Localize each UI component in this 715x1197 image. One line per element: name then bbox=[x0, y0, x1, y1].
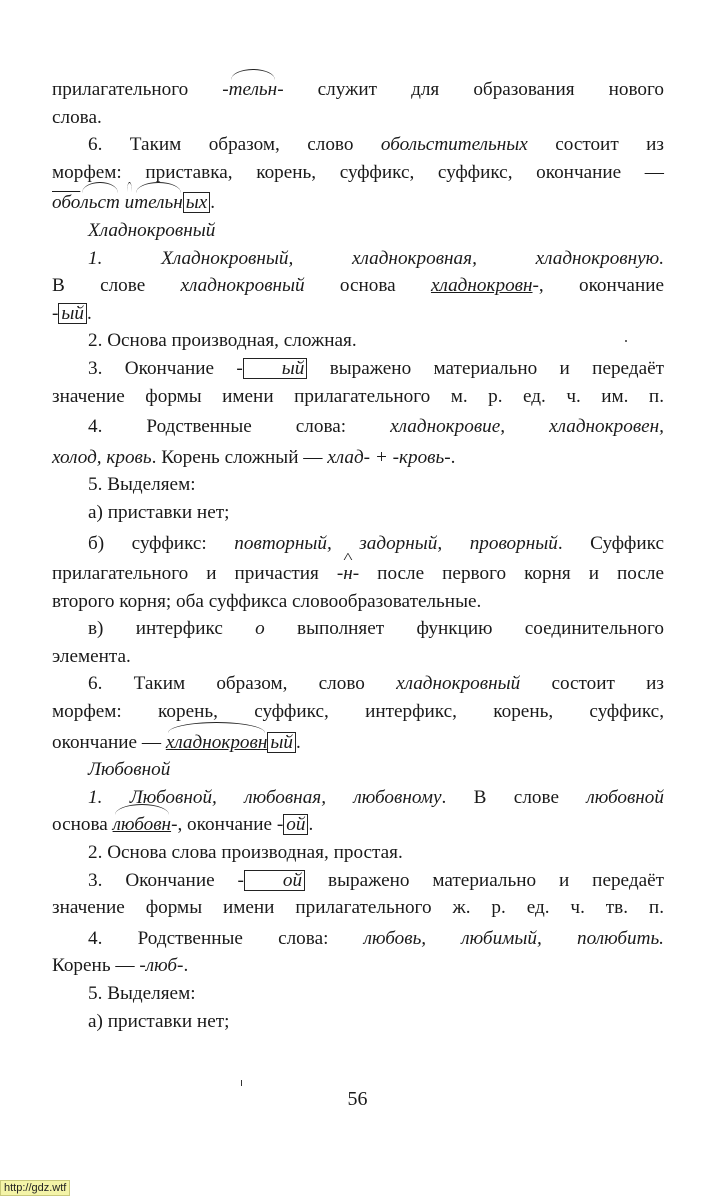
text-line: Корень — -люб-. bbox=[52, 955, 189, 977]
text-line: В слове хладнокровный основа хладнокровн-, окончание bbox=[52, 275, 664, 297]
text-line: морфем: корень, суффикс, интерфикс, корень, суффикс, bbox=[52, 701, 664, 723]
section-heading: Хладнокровный bbox=[88, 219, 216, 241]
text-line: значение формы имени прилагательного ж. р. ед. ч. тв. п. bbox=[52, 897, 664, 919]
text-line: 6. Таким образом, слово хладнокровный состоит из bbox=[88, 673, 664, 695]
text-line: в) интерфикс о выполняет функцию соединительного bbox=[88, 618, 665, 640]
text-line: 3. Окончание - ой выражено материально и передаёт bbox=[88, 869, 664, 891]
text-line: слова. bbox=[52, 106, 102, 128]
text-line: прилагательного -тельн- служит для образования нового bbox=[52, 76, 664, 104]
text-line: 4. Родственные слова: любовь, любимый, полюбить. bbox=[88, 927, 664, 949]
text-line: а) приставки нет; bbox=[88, 501, 230, 523]
section-heading: Любовной bbox=[88, 759, 171, 781]
text-line: - ый . bbox=[52, 302, 92, 324]
text-line: 5. Выделяем: bbox=[88, 983, 196, 1004]
text-line: второго корня; оба суффикса словообразовательные. bbox=[52, 590, 482, 612]
text-line: элемента. bbox=[52, 645, 131, 667]
text-line: прилагательного и причастия -^ н- после первого корня и после bbox=[52, 560, 664, 588]
text-line: 2. Основа производная, сложная. bbox=[88, 330, 357, 352]
text-line: 5. Выделяем: bbox=[88, 474, 196, 496]
text-line: основа любовн-, окончание - ой . bbox=[52, 811, 664, 839]
text-line: 1. Любовной, любовная, любовному. В слове любовной bbox=[88, 786, 664, 808]
text-line: значение формы имени прилагательного м. р. ед. ч. им. п. bbox=[52, 385, 664, 407]
morpheme-parse: обольст ительн ых . bbox=[52, 189, 664, 217]
text-line: 3. Окончание - ый выражено материально и передаёт bbox=[88, 357, 664, 379]
page-number: 56 bbox=[347, 1088, 368, 1110]
scan-mark bbox=[241, 1080, 242, 1086]
page-text bbox=[52, 76, 664, 1035]
text-line: б) суффикс: повторный, задорный, проворный. Суффикс bbox=[88, 532, 664, 554]
text-line: морфем: приставка, корень, суффикс, суффикс, окончание — bbox=[52, 161, 664, 183]
morpheme-parse: окончание — хладнокровн ый . bbox=[52, 729, 664, 757]
text-line: холод, кровь. Корень сложный — хлад- + -кровь-. bbox=[52, 446, 456, 468]
watermark-link[interactable]: http://gdz.wtf bbox=[0, 1180, 70, 1196]
text-line: а) приставки нет; bbox=[88, 1010, 230, 1032]
scan-speck bbox=[625, 340, 627, 342]
text-line: 1. Хладнокровный, хладнокровная, хладнокровную. bbox=[88, 247, 664, 269]
text-line: 4. Родственные слова: хладнокровие, хладнокровен, bbox=[88, 416, 664, 438]
text-line: 2. Основа слова производная, простая. bbox=[88, 842, 403, 864]
text-line: 6. Таким образом, слово обольстительных состоит из bbox=[88, 134, 664, 156]
